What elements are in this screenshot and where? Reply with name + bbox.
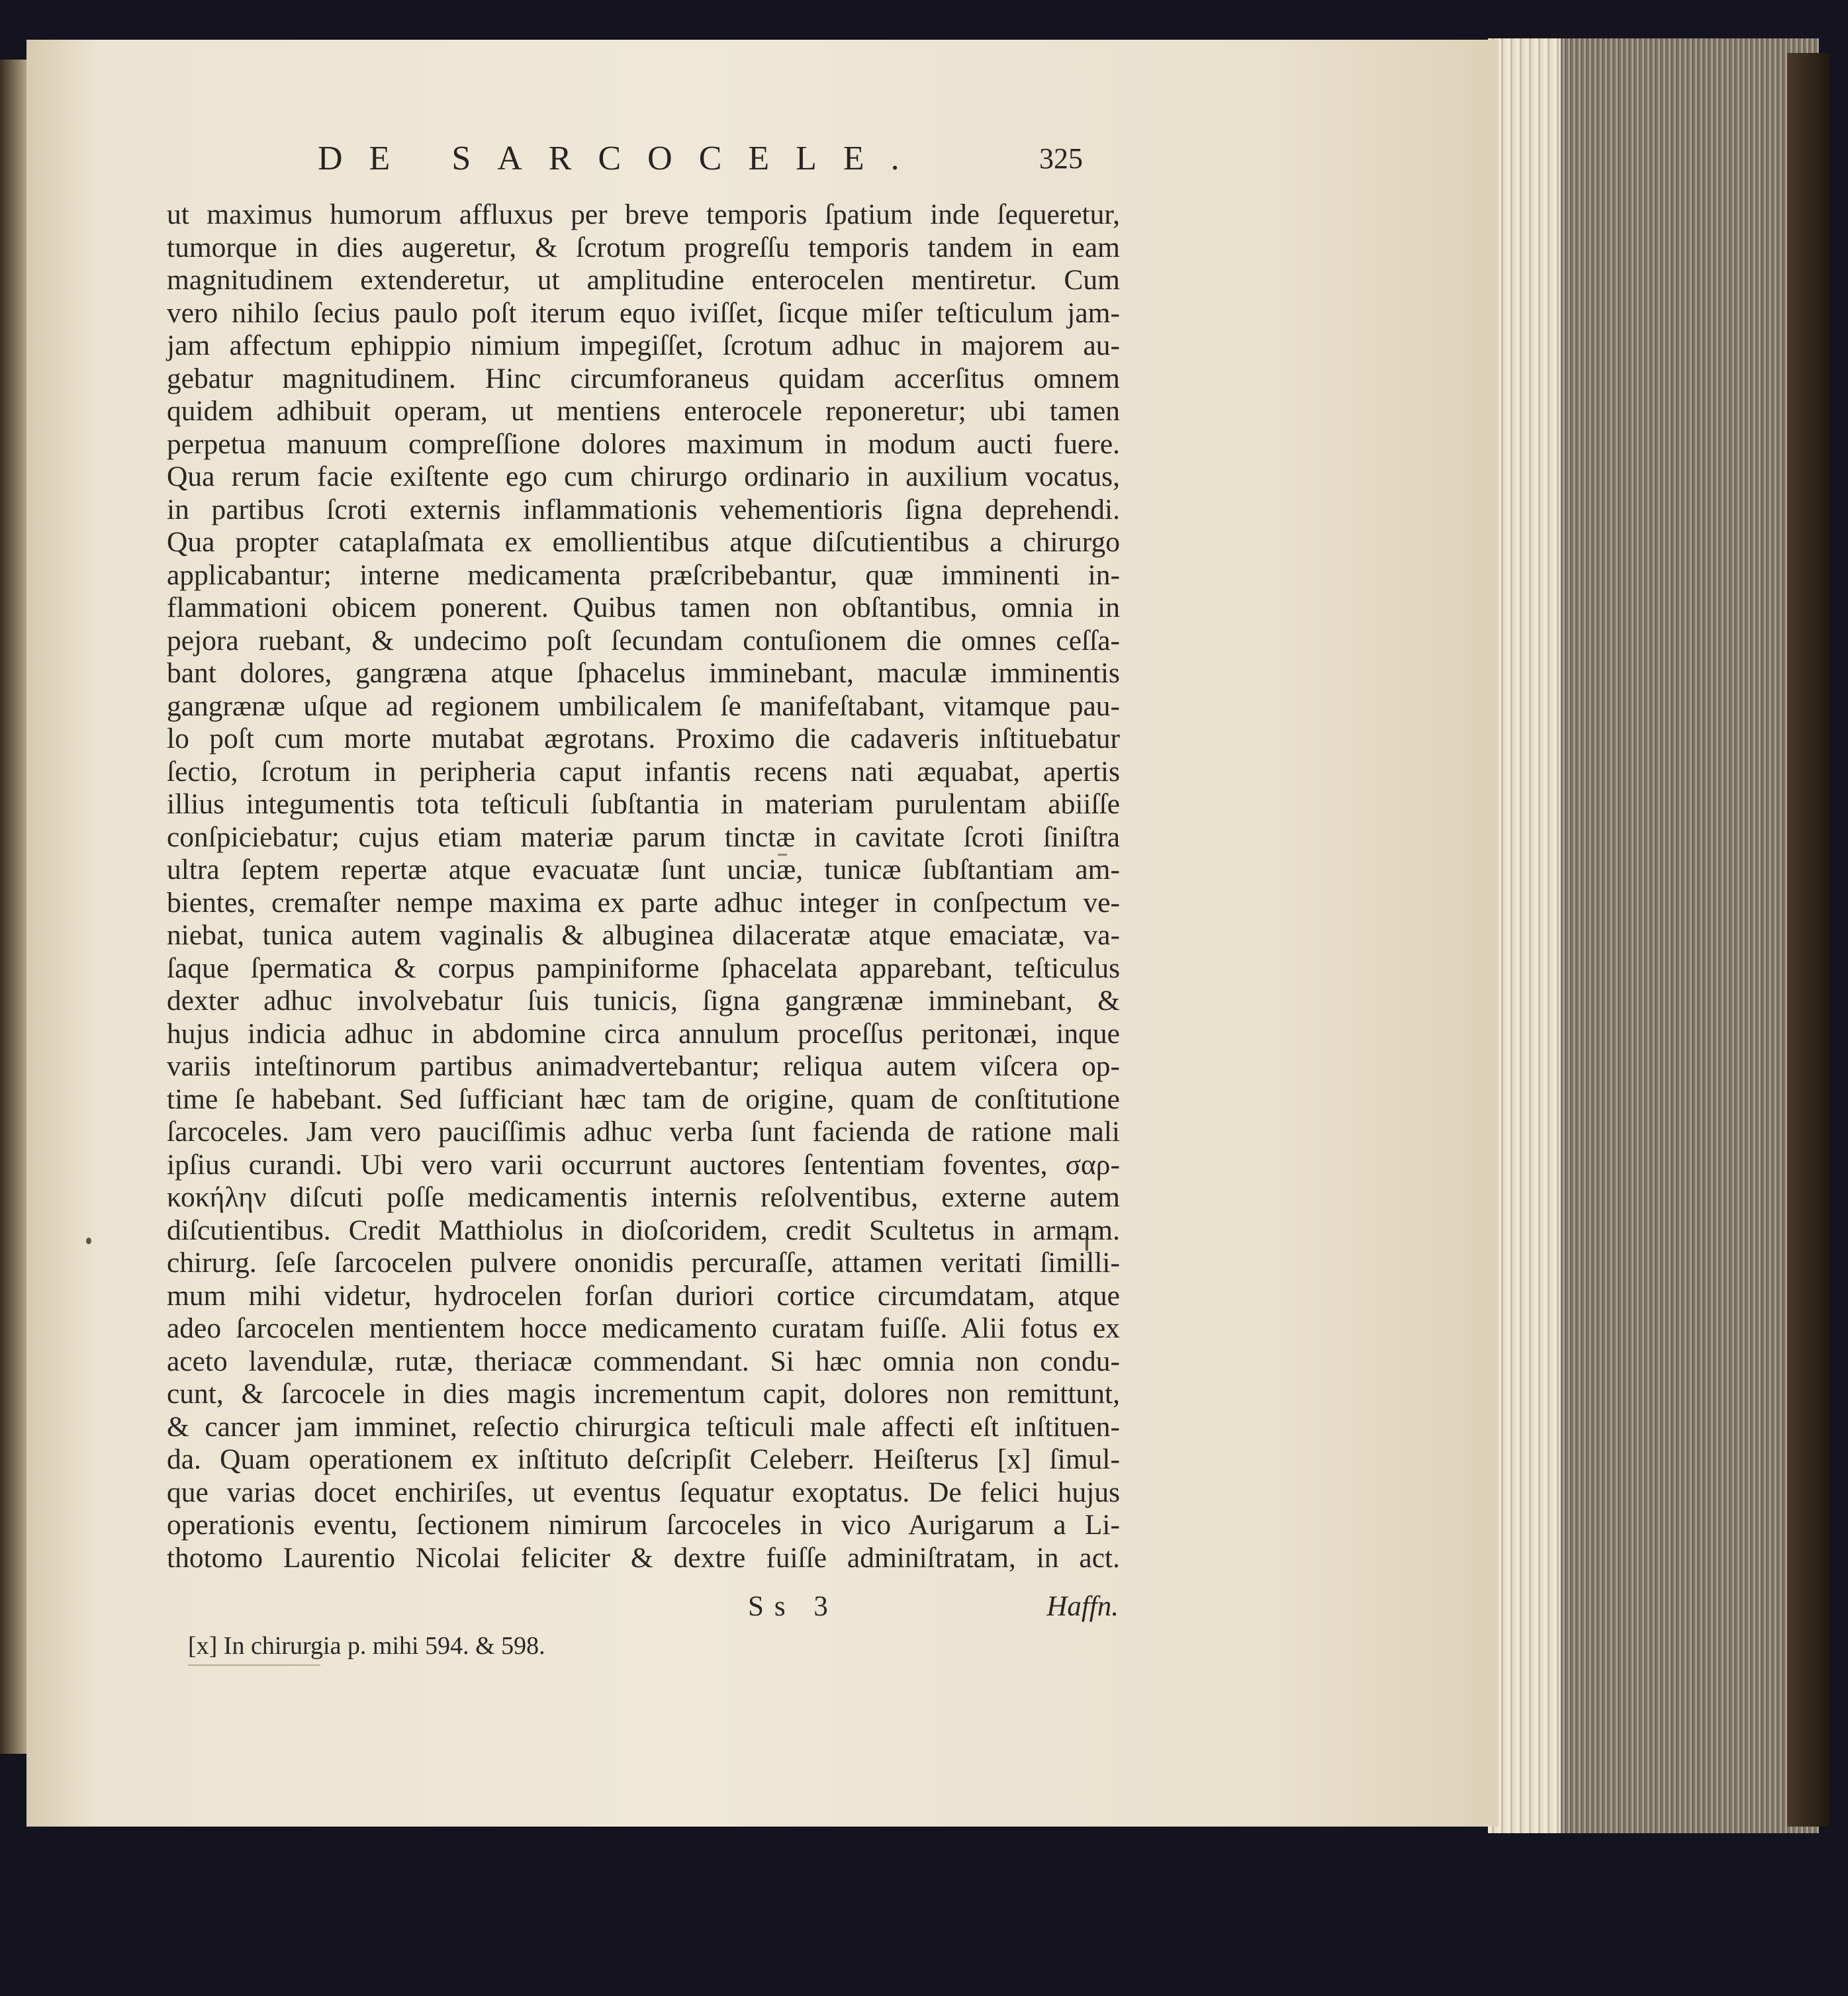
footnote: [x] In chirurgia p. mihi 594. & 598. [188, 1632, 545, 1660]
text-line: cunt, & ſarcocele in dies magis incrementum capit, dolores non remittunt, [167, 1378, 1120, 1410]
text-line: κοκήλην diſcuti poſſe medicamentis internis reſolventibus, externe autem [167, 1181, 1120, 1213]
ink-speck [86, 1238, 91, 1244]
text-line: quidem adhibuit operam, ut mentiens enterocele reponeretur; ubi tamen [167, 395, 1120, 427]
text-line: lo poſt cum morte mutabat ægrotans. Proximo die cadaveris inſtituebatur [167, 723, 1120, 754]
text-line: thotomo Laurentio Nicolai feliciter & dextre fuiſſe adminiſtratam, in act. [167, 1541, 1120, 1574]
text-line: in partibus ſcroti externis inflammationis vehementioris ſigna deprehendi. [167, 493, 1120, 525]
text-line: variis inteſtinorum partibus animadvertebantur; reliqua autem viſcera op- [167, 1050, 1120, 1082]
text-line: niebat, tunica autem vaginalis & albuginea dilaceratæ atque emaciatæ, va- [167, 919, 1120, 951]
text-line: perpetua manuum compreſſione dolores maximum in modum aucti fuere. [167, 428, 1120, 460]
footnote-rule [188, 1664, 320, 1666]
fore-edge-outer-leaves [1561, 38, 1819, 1833]
text-line: hujus indicia adhuc in abdomine circa annulum proceſſus peritonæi, inque [167, 1017, 1120, 1050]
text-line: ipſius curandi. Ubi vero varii occurrunt auctores ſententiam foventes, σαρ- [167, 1148, 1120, 1181]
text-line: diſcutientibus. Credit Matthiolus in dioſcoridem, credit Scultetus in armam. [167, 1214, 1120, 1246]
fore-edge [1488, 38, 1819, 1833]
text-line: flammationi obicem ponerent. Quibus tamen non obſtantibus, omnia in [167, 592, 1120, 623]
text-line: pejora ruebant, & undecimo poſt ſecundam contuſionem die omnes ceſſa- [167, 624, 1120, 657]
signature-mark: Ss 3 [748, 1591, 839, 1622]
text-line: dexter adhuc involvebatur ſuis tunicis, ſigna gangrænæ imminebant, & [167, 985, 1120, 1017]
text-line: applicabantur; interne medicamenta præſcribebantur, quæ imminenti in- [167, 559, 1120, 591]
fore-edge-inner-leaves [1488, 38, 1561, 1833]
text-line: Qua rerum facie exiſtente ego cum chirurgo ordinario in auxilium vocatus, [167, 461, 1120, 492]
text-line: Qua propter cataplaſmata ex emollientibus atque diſcutientibus a chirurgo [167, 526, 1120, 558]
text-line: operationis eventu, ſectionem nimirum ſarcoceles in vico Aurigarum a Li- [167, 1509, 1120, 1541]
text-line: ſectio, ſcrotum in peripheria caput infantis recens nati æquabat, apertis [167, 755, 1120, 788]
text-line: ſarcoceles. Jam vero pauciſſimis adhuc verba ſunt facienda de ratione mali [167, 1116, 1120, 1148]
text-line: aceto lavendulæ, rutæ, theriacæ commendant. Si hæc omnia non condu- [167, 1345, 1120, 1377]
text-line: ſaque ſpermatica & corpus pampiniforme ſphacelata apparebant, teſticulus [167, 952, 1120, 984]
text-line: & cancer jam imminet, reſectio chirurgica teſticuli male affecti eſt inſtituen- [167, 1410, 1120, 1443]
text-line: da. Quam operationem ex inſtituto deſcripſit Celeberr. Heiſterus [x] ſimul- [167, 1443, 1120, 1475]
text-line: jam affectum ephippio nimium impegiſſet, ſcrotum adhuc in majorem au- [167, 330, 1120, 361]
text-line: tumorque in dies augeretur, & ſcrotum progreſſu temporis tandem in eam [167, 231, 1120, 263]
body-text [167, 199, 1120, 1574]
text-line: vero nihilo ſecius paulo poſt iterum equo iviſſet, ſicque miſer teſticulum jam- [167, 296, 1120, 329]
text-line: ut maximus humorum affluxus per breve temporis ſpatium inde ſequeretur, [167, 199, 1120, 230]
text-line: time ſe habebant. Sed ſufficiant hæc tam de origine, quam de conſtitutione [167, 1083, 1120, 1115]
text-line: chirurg. ſeſe ſarcocelen pulvere ononidis percuraſſe, attamen veritati ſimilli- [167, 1247, 1120, 1279]
text-line: gangrænæ uſque ad regionem umbilicalem ſe manifeſtabant, vitamque pau- [167, 690, 1120, 722]
book-cover-edge [1787, 53, 1829, 1827]
text-line: gebatur magnitudinem. Hinc circumforaneus quidam accerſitus omnem [167, 362, 1120, 394]
text-line: bant dolores, gangræna atque ſphacelus imminebant, maculæ imminentis [167, 657, 1120, 689]
text-line: conſpiciebatur; cujus etiam materiæ parum tinctæ in cavitate ſcroti ſiniſtra [167, 821, 1120, 853]
text-line: ultra ſeptem repertæ atque evacuatæ ſunt unciæ, tunicæ ſubſtantiam am- [167, 854, 1120, 885]
text-line: illius integumentis tota teſticuli ſubſtantia in materiam purulentam abiiſſe [167, 788, 1120, 820]
text-line: mum mihi videtur, hydrocelen forſan duriori cortice circumdatam, atque [167, 1279, 1120, 1312]
running-title: DE SARCOCELE. [318, 140, 926, 177]
text-line: que varias docet enchiriſes, ut eventus ſequatur exoptatus. De felici hujus [167, 1476, 1120, 1508]
text-line: magnitudinem extenderetur, ut amplitudine enterocelen mentiretur. Cum [167, 264, 1120, 296]
catchword: Haffn. [1046, 1591, 1119, 1622]
text-line: bientes, cremaſter nempe maxima ex parte adhuc integer in conſpectum ve- [167, 886, 1120, 919]
running-header [318, 139, 1138, 185]
text-line: adeo ſarcocelen mentientem hocce medicamento curatam fuiſſe. Alii fotus ex [167, 1312, 1120, 1344]
page-number: 325 [1039, 142, 1083, 175]
